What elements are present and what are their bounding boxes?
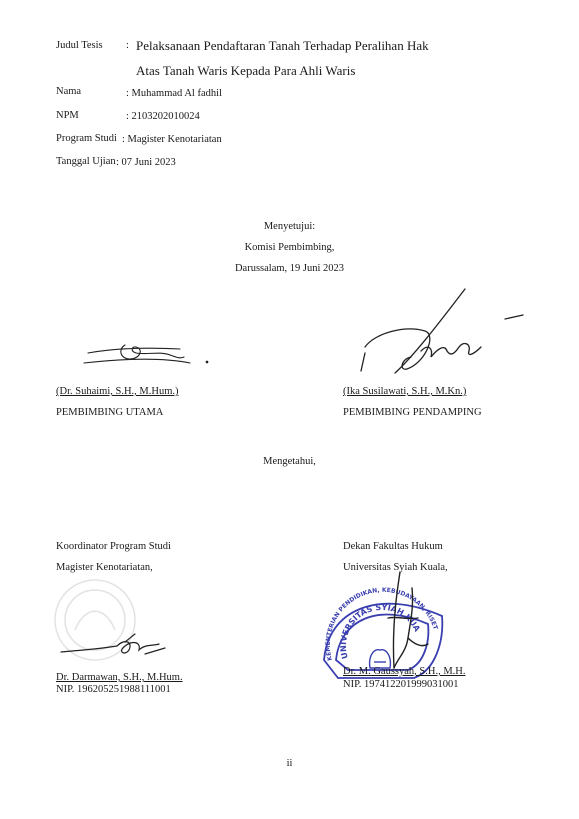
approval-heading: Menyetujui: [263,221,316,232]
title-separator: : [126,40,129,51]
coordinator-title-2: Magister Kenotariatan, [56,562,153,573]
main-supervisor-role: PEMBIMBING UTAMA [56,407,164,418]
program-value: : Magister Kenotariatan [122,134,222,145]
name-label: Nama [56,86,82,97]
dean-title-1: Dekan Fakultas Hukum [343,541,443,552]
signature-co-supervisor [355,285,525,385]
signature-coordinator [55,632,170,662]
dean-name: Dr. M. Gaussyah, S.H., M.H. [343,666,466,677]
title-label: Judul Tesis [56,40,103,51]
svg-text:KEMENTERIAN PENDIDIKAN, KEBUDA: KEMENTERIAN PENDIDIKAN, KEBUDAYAAN, RISET [324,586,439,662]
npm-label: NPM [56,110,79,121]
page-number: ii [286,758,293,769]
acknowledgement-heading: Mengetahui, [263,456,316,467]
dean-title-2: Universitas Syiah Kuala, [343,562,448,573]
approval-place-date: Darussalam, 19 Juni 2023 [234,263,345,274]
program-label: Program Studi [56,133,117,144]
main-supervisor-name: (Dr. Suhaimi, S.H., M.Hum.) [56,386,179,397]
svg-text:UNIVERSITAS SYIAH KUALA: UNIVERSITAS SYIAH KUALA [314,583,422,660]
exam-date-value: : 07 Juni 2023 [116,157,176,168]
approval-committee: Komisi Pembimbing, [244,242,335,253]
thesis-title-line-2: Atas Tanah Waris Kepada Para Ahli Waris [136,63,356,78]
coordinator-title-1: Koordinator Program Studi [56,541,171,552]
co-supervisor-role: PEMBIMBING PENDAMPING [343,407,482,418]
name-value: : Muhammad Al fadhil [126,88,222,99]
signature-main-supervisor [80,335,210,375]
coordinator-nip: NIP. 196205251988111001 [56,684,171,695]
signature-dean [378,568,438,678]
dean-nip: NIP. 197412201999031001 [343,679,459,690]
npm-value: : 2103202010024 [126,111,200,122]
co-supervisor-name: (Ika Susilawati, S.H., M.Kn.) [343,386,467,397]
coordinator-name: Dr. Darmawan, S.H., M.Hum. [56,672,183,683]
thesis-title-line-1: Pelaksanaan Pendaftaran Tanah Terhadap Peralihan Hak [136,38,429,53]
exam-date-label: Tanggal Ujian [56,156,116,167]
